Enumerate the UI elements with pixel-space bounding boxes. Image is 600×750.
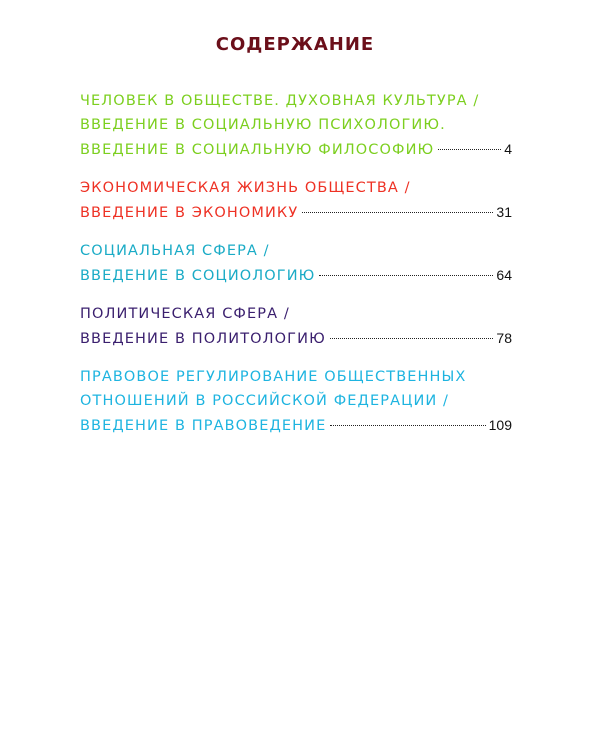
toc-entry-line: ОТНОШЕНИЙ В РОССИЙСКОЙ ФЕДЕРАЦИИ / <box>80 393 450 409</box>
page-number: 64 <box>496 267 512 283</box>
toc-entry-economics[interactable] <box>80 176 512 225</box>
toc-entry-last-line <box>80 263 512 288</box>
toc-entry-last-line <box>80 413 512 438</box>
toc-entry-last-line <box>80 200 512 225</box>
toc-entry-sociology[interactable] <box>80 239 512 288</box>
table-of-contents <box>80 89 512 452</box>
toc-entry-line: ЧЕЛОВЕК В ОБЩЕСТВЕ. ДУХОВНАЯ КУЛЬТУРА / <box>80 93 480 109</box>
toc-entry-line: СОЦИАЛЬНАЯ СФЕРА / <box>80 243 270 259</box>
toc-entry-line: ПРАВОВОЕ РЕГУЛИРОВАНИЕ ОБЩЕСТВЕННЫХ <box>80 369 467 385</box>
toc-entry-line: ВВЕДЕНИЕ В ЭКОНОМИКУ <box>80 205 299 221</box>
dot-leader <box>330 338 494 339</box>
dot-leader <box>438 149 501 150</box>
toc-entry-social-psychology[interactable] <box>80 89 512 162</box>
toc-entry-last-line <box>80 137 512 162</box>
toc-entry-last-line <box>80 326 512 351</box>
toc-entry-line: ВВЕДЕНИЕ В ПРАВОВЕДЕНИЕ <box>80 418 327 434</box>
dot-leader <box>330 425 485 426</box>
dot-leader <box>319 275 493 276</box>
page-number: 4 <box>504 141 512 157</box>
page-number: 31 <box>496 204 512 220</box>
toc-entry-line: ВВЕДЕНИЕ В СОЦИАЛЬНУЮ ФИЛОСОФИЮ <box>80 142 435 158</box>
page-number: 109 <box>488 417 512 433</box>
page-number: 78 <box>496 330 512 346</box>
dot-leader <box>302 212 493 213</box>
toc-entry-political-science[interactable] <box>80 302 512 351</box>
toc-entry-line: ВВЕДЕНИЕ В СОЦИАЛЬНУЮ ПСИХОЛОГИЮ. <box>80 117 446 133</box>
toc-entry-line: ПОЛИТИЧЕСКАЯ СФЕРА / <box>80 306 290 322</box>
toc-entry-law[interactable] <box>80 365 512 438</box>
toc-entry-line: ЭКОНОМИЧЕСКАЯ ЖИЗНЬ ОБЩЕСТВА / <box>80 180 411 196</box>
toc-entry-line: ВВЕДЕНИЕ В ПОЛИТОЛОГИЮ <box>80 331 326 347</box>
page-title: СОДЕРЖАНИЕ <box>215 34 375 55</box>
toc-entry-line: ВВЕДЕНИЕ В СОЦИОЛОГИЮ <box>80 268 316 284</box>
